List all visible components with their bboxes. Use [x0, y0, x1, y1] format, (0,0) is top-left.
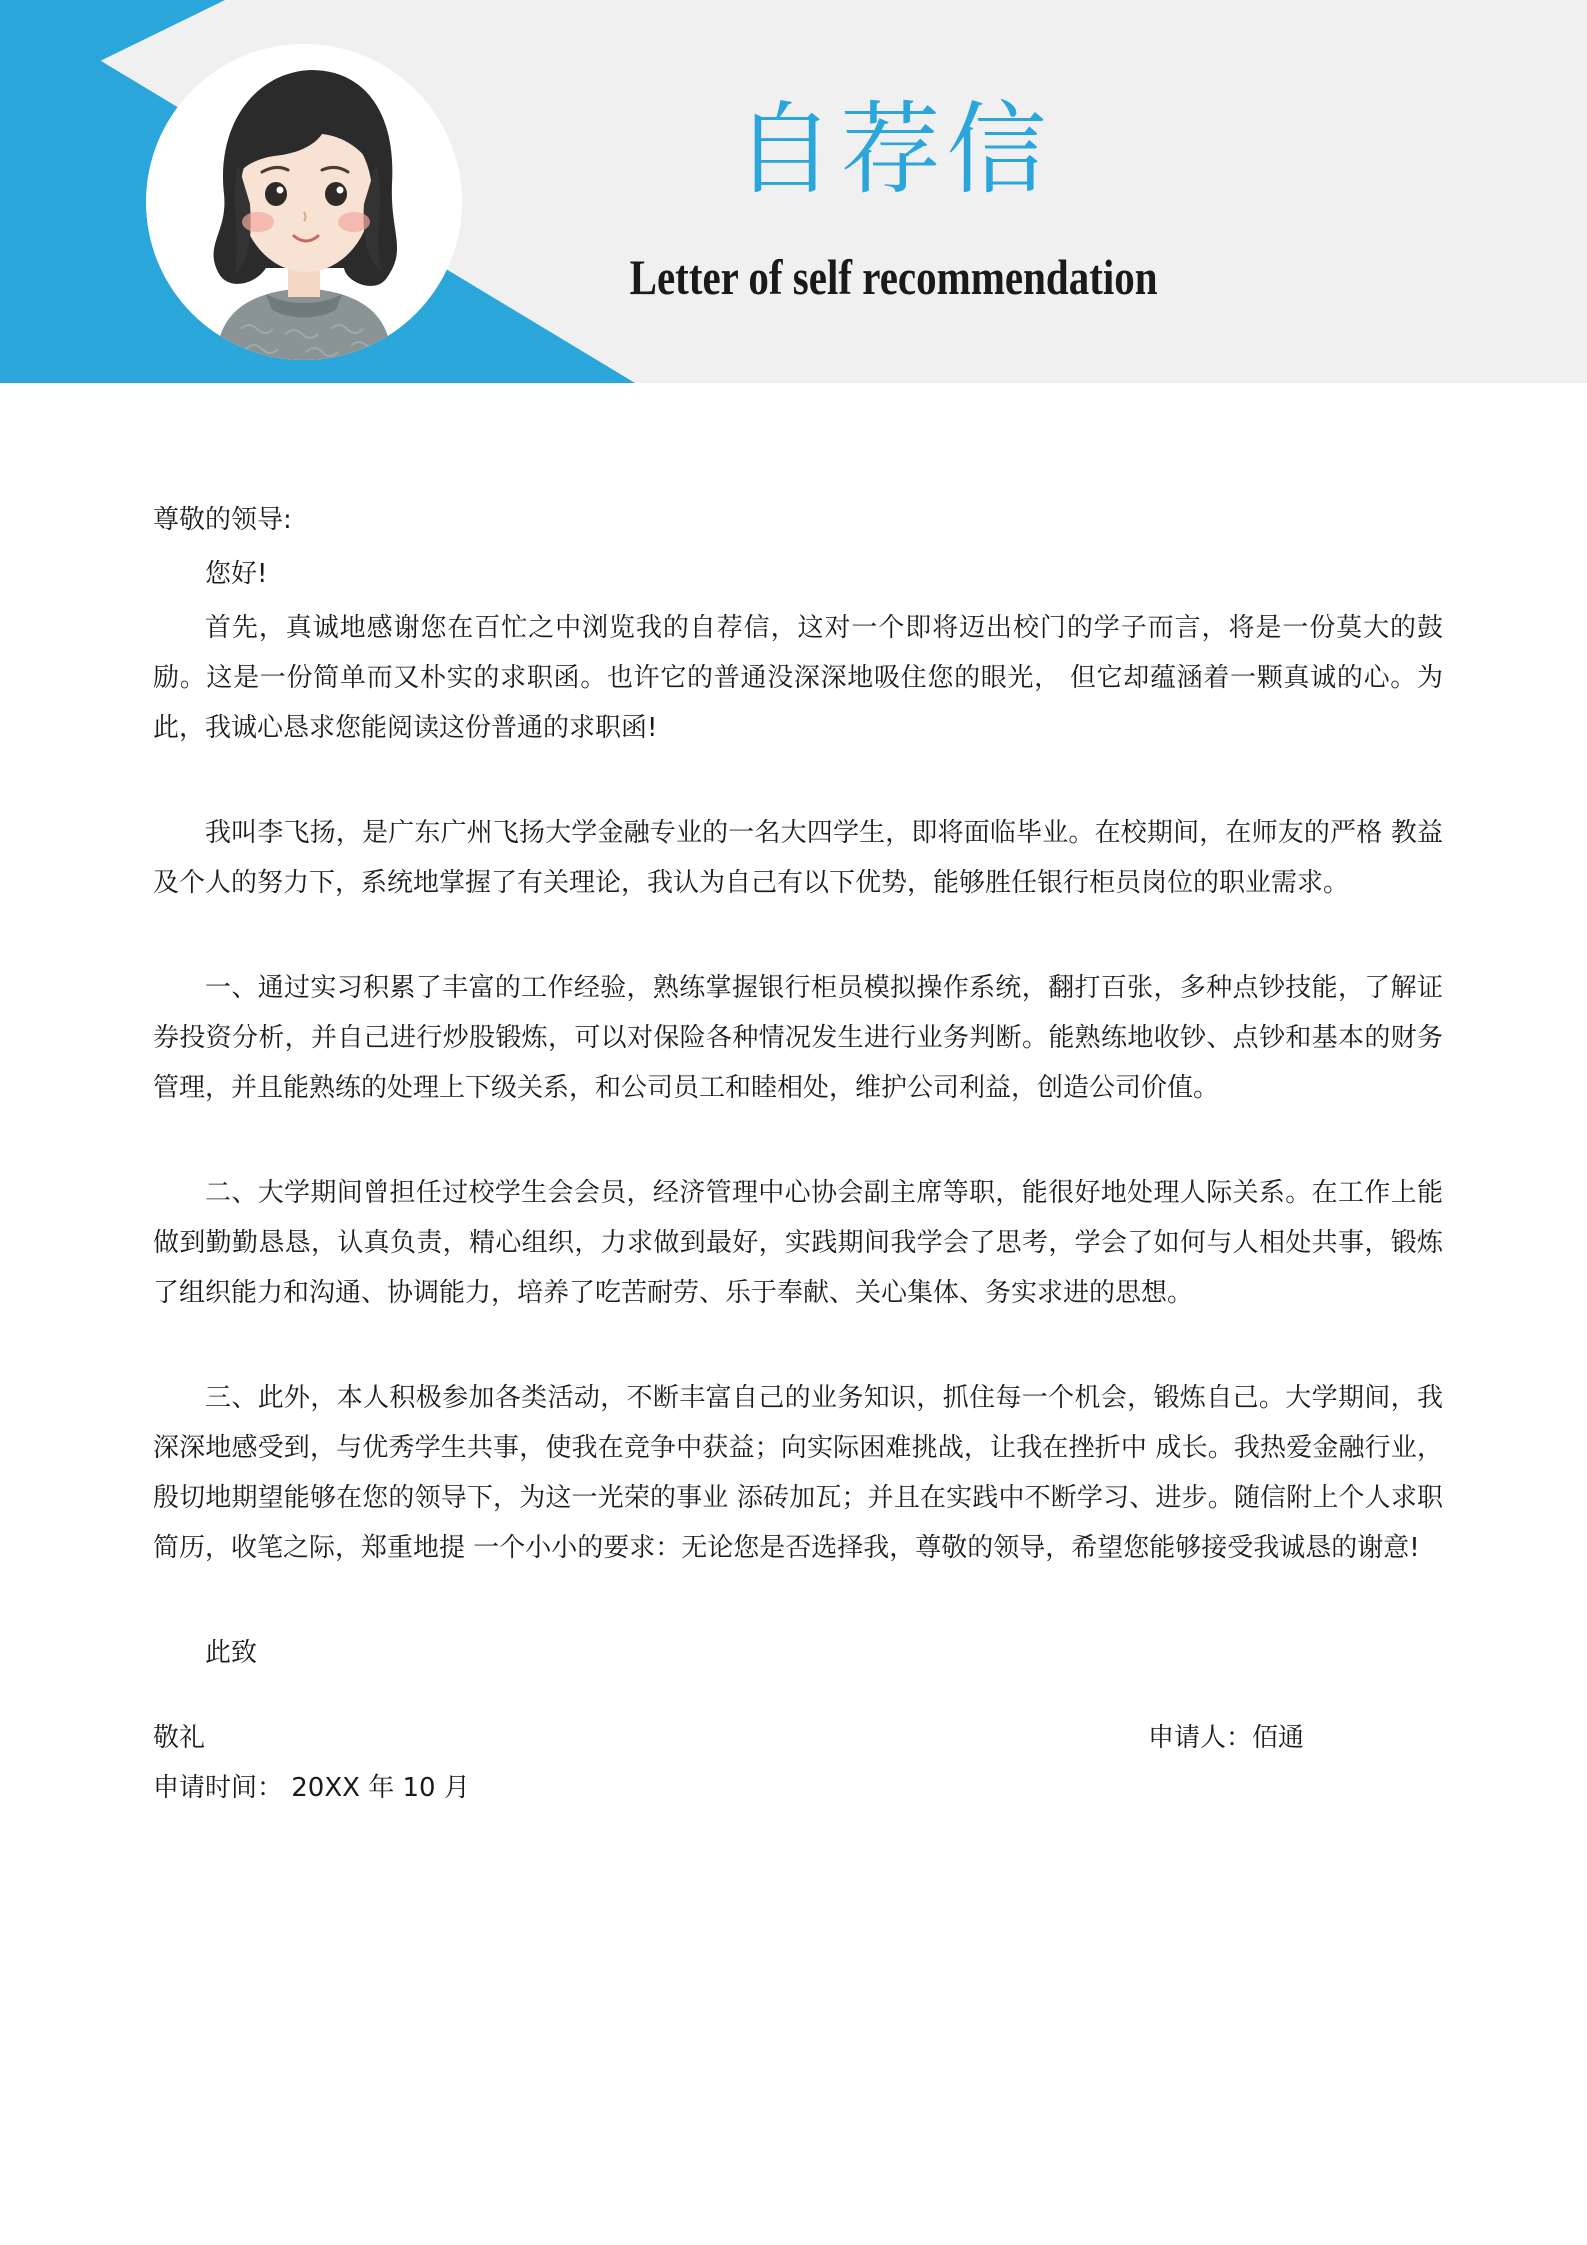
application-date: 申请时间： 20XX 年 10 月	[153, 1773, 470, 1803]
paragraph-strength-3: 三、此外，本人积极参加各类活动，不断丰富自己的业务知识，抓住每一个机会，锻炼自己。大学期间，我深深地感受到，与优秀学生共事，使我在竞争中获益；向实际困难挑战，让我在挫折中 成长。我热爱金融行业，殷切地期望能够在您的领导下，为这一光荣的事业 添砖加瓦；并且在实践中不断学习、进步。随信附上个人求职简历，收笔之际，郑重地提 一个小小的要求：无论您是否选择我，尊敬的领导，希望您能够接受我诚恳的谢意!	[153, 1383, 1443, 1563]
greeting: 您好!	[205, 559, 268, 589]
applicant-name: 申请人：佰通	[1148, 1723, 1305, 1753]
girl-portrait-icon	[146, 44, 462, 360]
signature-row	[153, 1713, 1443, 1763]
title-chinese: 自荐信	[734, 91, 1053, 208]
avatar	[146, 44, 462, 360]
paragraph-strength-1: 一、通过实习积累了丰富的工作经验，熟练掌握银行柜员模拟操作系统，翻打百张，多种点钞技能，了解证券投资分析，并自己进行炒股锻炼，可以对保险各种情况发生进行业务判断。能熟练地收钞、点钞和基本的财务管理，并且能熟练的处理上下级关系，和公司员工和睦相处，维护公司利益，创造公司价值。	[153, 973, 1443, 1103]
title-english: Letter of self recommendation	[629, 249, 1158, 305]
letter-body	[153, 495, 1443, 1813]
paragraph-background: 我叫李飞扬，是广东广州飞扬大学金融专业的一名大四学生，即将面临毕业。在校期间，在师友的严格 教益及个人的努力下，系统地掌握了有关理论，我认为自己有以下优势，能够胜任银行柜员岗位的职业需求。	[153, 818, 1443, 898]
letter-header	[0, 0, 1587, 383]
regards: 敬礼	[153, 1723, 206, 1753]
salutation: 尊敬的领导:	[153, 505, 292, 535]
paragraph-strength-2: 二、大学期间曾担任过校学生会会员，经济管理中心协会副主席等职，能很好地处理人际关系。在工作上能做到勤勤恳恳，认真负责，精心组织，力求做到最好，实践期间我学会了思考，学会了如何与人相处共事，锻炼了组织能力和沟通、协调能力，培养了吃苦耐劳、乐于奉献、关心集体、务实求进的思想。	[153, 1178, 1443, 1308]
closing: 此致	[205, 1638, 258, 1668]
paragraph-intro: 首先，真诚地感谢您在百忙之中浏览我的自荐信，这对一个即将迈出校门的学子而言，将是一份莫大的鼓励。这是一份简单而又朴实的求职函。也许它的普通没深深地吸住您的眼光， 但它却蕴涵着一颗真诚的心。为此，我诚心恳求您能阅读这份普通的求职函!	[153, 613, 1443, 743]
